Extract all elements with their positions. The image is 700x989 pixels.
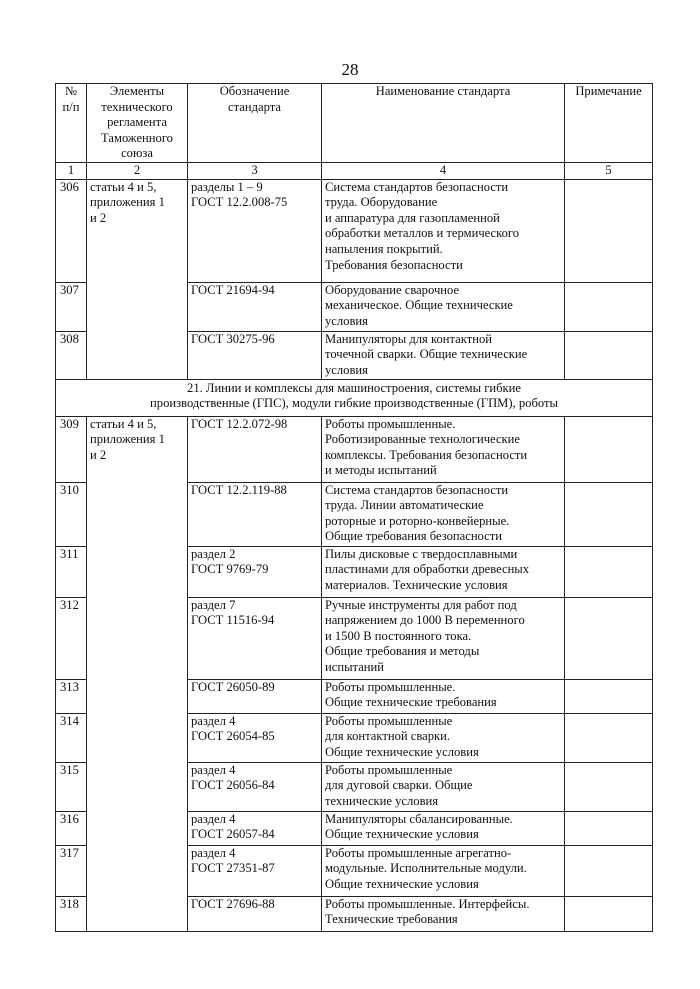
row-standard-name: Роботы промышленные. Роботизированные технологические комплексы. Требования безопасности и методы испытаний <box>322 416 565 482</box>
header-row <box>56 84 653 163</box>
row-designation: ГОСТ 12.2.072-98 <box>188 416 322 482</box>
row-designation: ГОСТ 12.2.119-88 <box>188 482 322 546</box>
row-designation: ГОСТ 27696-88 <box>188 896 322 931</box>
row-designation: ГОСТ 30275-96 <box>188 331 322 379</box>
row-note <box>565 282 653 331</box>
row-note <box>565 762 653 811</box>
row-standard-name: Оборудование сварочное механическое. Общие технические условия <box>322 282 565 331</box>
column-number: 4 <box>322 162 565 179</box>
header-designation: Обозначение стандарта <box>188 84 322 163</box>
column-number: 1 <box>56 162 87 179</box>
section-row <box>56 379 653 416</box>
row-note <box>565 482 653 546</box>
row-number: 316 <box>56 811 87 845</box>
row-note <box>565 845 653 896</box>
row-standard-name: Роботы промышленные для дуговой сварки. Общие технические условия <box>322 762 565 811</box>
row-designation: разделы 1 – 9 ГОСТ 12.2.008-75 <box>188 179 322 282</box>
row-elements: статьи 4 и 5, приложения 1 и 2 <box>87 416 188 931</box>
row-note <box>565 811 653 845</box>
row-designation: раздел 4 ГОСТ 26054-85 <box>188 713 322 762</box>
header-elements: Элементы технического регламента Таможенного союза <box>87 84 188 163</box>
table-row <box>56 179 653 282</box>
row-number: 313 <box>56 679 87 713</box>
row-standard-name: Роботы промышленные. Общие технические требования <box>322 679 565 713</box>
row-number: 314 <box>56 713 87 762</box>
row-note <box>565 331 653 379</box>
row-designation: раздел 7 ГОСТ 11516-94 <box>188 597 322 679</box>
row-designation: раздел 4 ГОСТ 26056-84 <box>188 762 322 811</box>
table-row <box>56 416 653 482</box>
row-standard-name: Роботы промышленные агрегатно- модульные. Исполнительные модули. Общие технические условия <box>322 845 565 896</box>
row-standard-name: Манипуляторы для контактной точечной сварки. Общие технические условия <box>322 331 565 379</box>
column-number: 5 <box>565 162 653 179</box>
row-designation: ГОСТ 26050-89 <box>188 679 322 713</box>
row-designation: ГОСТ 21694-94 <box>188 282 322 331</box>
row-designation: раздел 2 ГОСТ 9769-79 <box>188 546 322 597</box>
row-note <box>565 416 653 482</box>
header-name: Наименование стандарта <box>322 84 565 163</box>
row-number: 318 <box>56 896 87 931</box>
row-number: 312 <box>56 597 87 679</box>
row-note <box>565 546 653 597</box>
column-number: 3 <box>188 162 322 179</box>
row-note <box>565 179 653 282</box>
header-note: Примечание <box>565 84 653 163</box>
row-note <box>565 713 653 762</box>
row-standard-name: Система стандартов безопасности труда. Линии автоматические роторные и роторно-конвейерные. Общие требования безопасности <box>322 482 565 546</box>
page-number: 28 <box>341 60 359 79</box>
row-number: 317 <box>56 845 87 896</box>
row-number: 310 <box>56 482 87 546</box>
row-standard-name: Пилы дисковые с твердосплавными пластинами для обработки древесных материалов. Технические условия <box>322 546 565 597</box>
standards-table <box>55 83 653 932</box>
row-number: 308 <box>56 331 87 379</box>
header-num: № п/п <box>56 84 87 163</box>
row-standard-name: Роботы промышленные. Интерфейсы. Технические требования <box>322 896 565 931</box>
row-number: 306 <box>56 179 87 282</box>
row-note <box>565 597 653 679</box>
row-note <box>565 896 653 931</box>
section-heading: 21. Линии и комплексы для машиностроения, системы гибкие производственные (ГПС), модули гибкие производственные (ГПМ), роботы <box>56 379 653 416</box>
row-standard-name: Система стандартов безопасности труда. Оборудование и аппаратура для газопламенной обработки металлов и термического напыления покрытий. Требования безопасности <box>322 179 565 282</box>
column-number: 2 <box>87 162 188 179</box>
row-number: 307 <box>56 282 87 331</box>
row-elements: статьи 4 и 5, приложения 1 и 2 <box>87 179 188 379</box>
row-number: 311 <box>56 546 87 597</box>
row-designation: раздел 4 ГОСТ 26057-84 <box>188 811 322 845</box>
column-numbers-row <box>56 162 653 179</box>
row-note <box>565 679 653 713</box>
row-number: 309 <box>56 416 87 482</box>
row-standard-name: Роботы промышленные для контактной сварки. Общие технические условия <box>322 713 565 762</box>
row-number: 315 <box>56 762 87 811</box>
row-standard-name: Манипуляторы сбалансированные. Общие технические условия <box>322 811 565 845</box>
row-standard-name: Ручные инструменты для работ под напряжением до 1000 В переменного и 1500 В постоянного тока. Общие требования и методы испытаний <box>322 597 565 679</box>
row-designation: раздел 4 ГОСТ 27351-87 <box>188 845 322 896</box>
